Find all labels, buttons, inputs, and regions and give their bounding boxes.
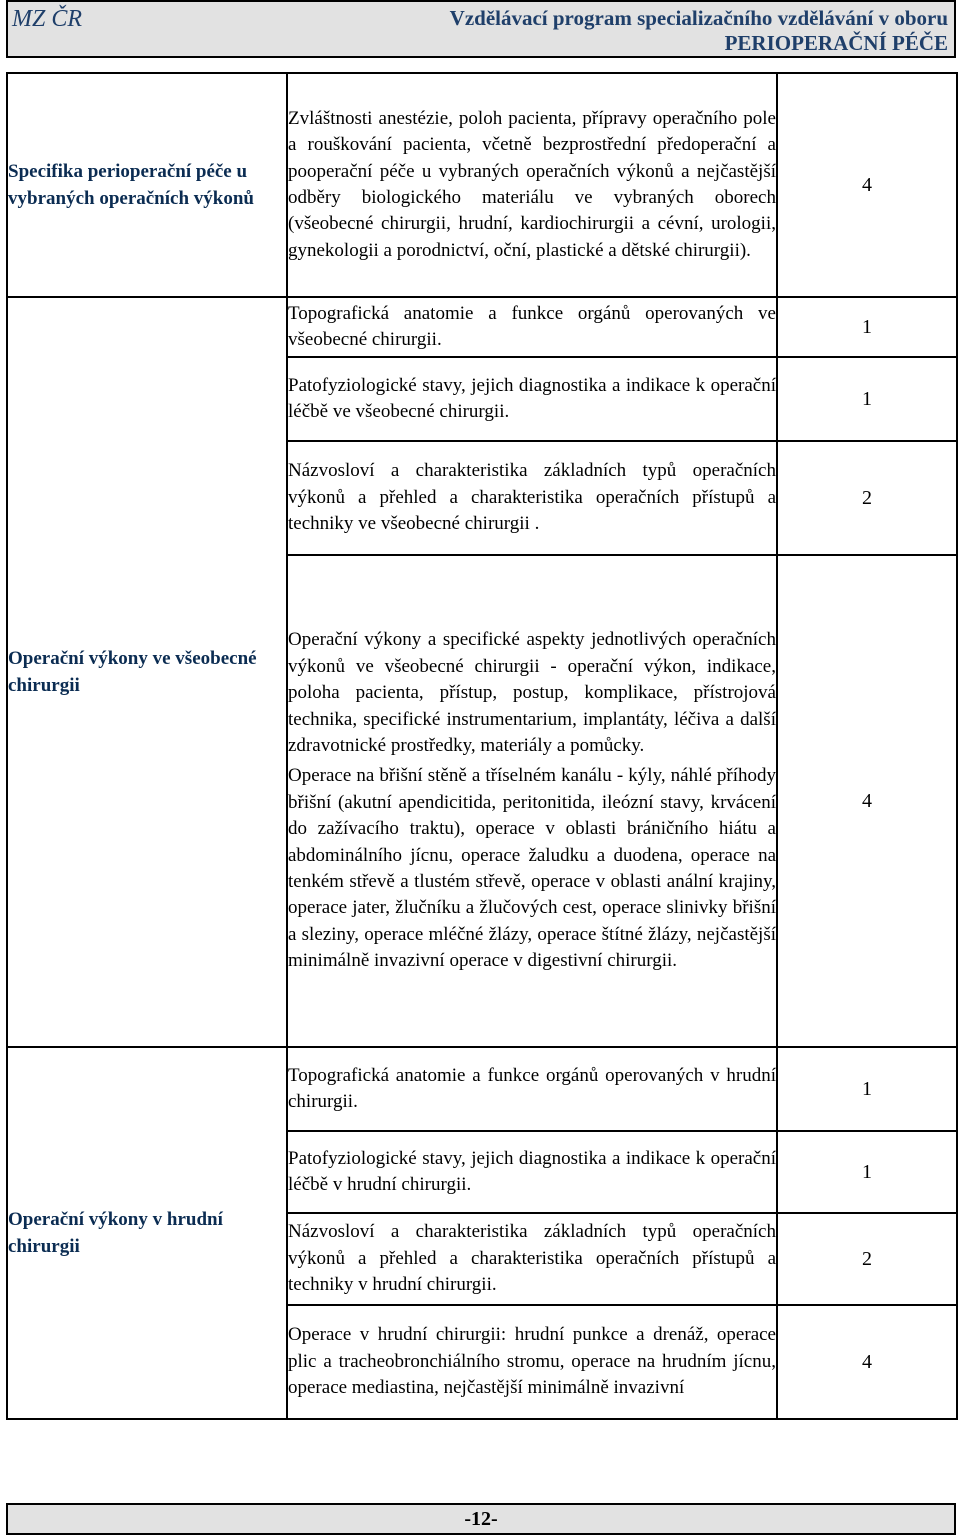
curriculum-table: [6, 72, 958, 1420]
topic-text: Patofyziologické stavy, jejich diagnostika a indikace k operační léčbě v hrudní chirurgii.: [288, 1147, 776, 1195]
table-row: [7, 1047, 957, 1131]
hours-cell: 2: [777, 1213, 957, 1305]
section-name: Operační výkony v hrudní chirurgii: [7, 1047, 287, 1419]
topic-cell: [287, 1131, 777, 1213]
topic-text: Operace v hrudní chirurgii: hrudní punkce a drenáž, operace plic a tracheobronchiálního stromu, operace na hrudním jícnu, operace mediastina, nejčastější minimálně invazivní: [288, 1324, 776, 1399]
topic-cell: [287, 297, 777, 357]
hours-cell: 1: [777, 357, 957, 441]
hours-cell: 1: [777, 1047, 957, 1131]
topic-text: Patofyziologické stavy, jejich diagnostika a indikace k operační léčbě ve všeobecné chirurgii.: [288, 374, 776, 422]
topic-text: Topografická anatomie a funkce orgánů operovaných v hrudní chirurgii.: [288, 1064, 776, 1112]
hours-cell: 2: [777, 441, 957, 555]
header-ministry-label: MZ ČR: [12, 6, 83, 32]
page-number: -12-: [6, 1503, 956, 1535]
topic-text: Názvosloví a charakteristika základních typů operačních výkonů a přehled a charakteristika operačních přístupů a techniky ve všeobecné chirurgii .: [288, 460, 776, 535]
topic-text: Topografická anatomie a funkce orgánů operovaných ve všeobecné chirurgii.: [288, 302, 776, 350]
topic-cell: [287, 1047, 777, 1131]
hours-cell: 1: [777, 297, 957, 357]
hours-cell: 1: [777, 1131, 957, 1213]
topic-text: Operační výkony a specifické aspekty jednotlivých operačních výkonů ve všeobecné chirurgii - operační výkon, indikace, poloha pacienta, přístup, postup, komplikace, přístrojová technika, specifické instrumentarium, implantáty, léčiva a další zdravotnické prostředky, materiály a pomůcky.: [288, 629, 776, 756]
hours-cell: 4: [777, 1305, 957, 1419]
table-row: [7, 73, 957, 297]
header-title-line1: Vzdělávací program specializačního vzdělávání v oboru: [449, 6, 948, 30]
topic-text: Zvláštnosti anestézie, poloh pacienta, přípravy operačního pole a rouškování pacienta, včetně bezprostřední předoperační a pooperační péče u vybraných operačních výkonů a nejčastější odběry biologického materiálu ve vybraných oborech (všeobecné chirurgii, hrudní, kardiochirurgii a cévní, urologii, gynekologii a porodnictví, oční, plastické a dětské chirurgii).: [288, 107, 776, 261]
topic-cell: [287, 1305, 777, 1419]
hours-cell: 4: [777, 555, 957, 1047]
section-name: Specifika perioperační péče u vybraných operačních výkonů: [7, 73, 287, 297]
topic-text: Operace na břišní stěně a tříselném kanálu - kýly, náhlé příhody břišní (akutní apendicitida, peritonitida, ileózní stavy, krvácení do zažívacího traktu), operace v oblasti bráničního hiátu a abdominálního jícnu, operace žaludku a duodena, operace na tenkém střevě a tlustém střevě, operace v oblasti anální krajiny, operace jater, žlučníku a žlučových cest, operace slinivky břišní a sleziny, operace mléčné žlázy, operace štítné žlázy, nejčastější minimálně invazivní operace v digestivní chirurgii.: [288, 765, 776, 972]
topic-text: Názvosloví a charakteristika základních typů operačních výkonů a přehled a charakteristika operačních přístupů a techniky v hrudní chirurgii.: [288, 1221, 776, 1296]
topic-cell: [287, 555, 777, 1047]
page-header: [6, 0, 956, 58]
topic-cell: [287, 73, 777, 297]
topic-cell: [287, 441, 777, 555]
header-title-line2: PERIOPERAČNÍ PÉČE: [724, 31, 948, 55]
section-name: Operační výkony ve všeobecné chirurgii: [7, 297, 287, 1047]
table-row: [7, 297, 957, 357]
hours-cell: 4: [777, 73, 957, 297]
header-program-title: [450, 6, 948, 56]
topic-cell: [287, 357, 777, 441]
topic-cell: [287, 1213, 777, 1305]
